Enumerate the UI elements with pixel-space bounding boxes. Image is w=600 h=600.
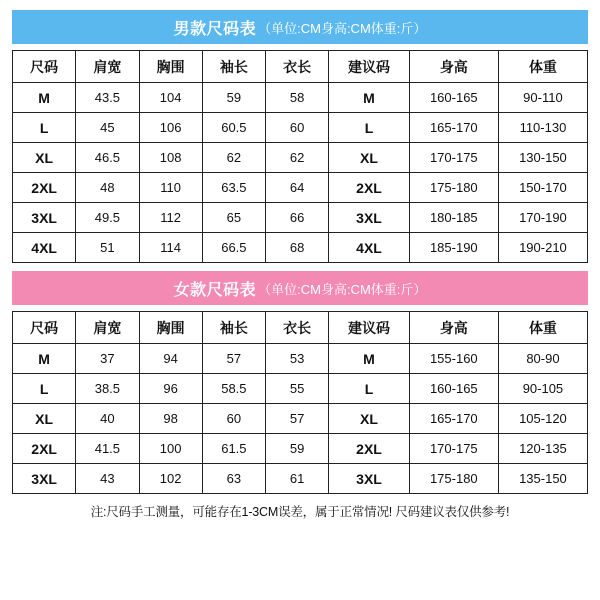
column-header: 胸围 (139, 51, 202, 83)
cell-length: 60 (266, 113, 329, 143)
cell-bust: 104 (139, 83, 202, 113)
cell-weight: 90-105 (498, 374, 587, 404)
men-size-chart-banner (12, 10, 588, 44)
cell-height: 165-170 (409, 404, 498, 434)
cell-weight: 150-170 (498, 173, 587, 203)
cell-sleeve: 65 (202, 203, 265, 233)
cell-length: 61 (266, 464, 329, 494)
cell-size: 3XL (13, 464, 76, 494)
cell-bust: 98 (139, 404, 202, 434)
column-header: 体重 (498, 51, 587, 83)
cell-recommended-size: L (329, 113, 410, 143)
cell-bust: 96 (139, 374, 202, 404)
cell-size: 2XL (13, 173, 76, 203)
cell-sleeve: 63 (202, 464, 265, 494)
table-row (13, 344, 588, 374)
table-row (13, 434, 588, 464)
cell-sleeve: 58.5 (202, 374, 265, 404)
cell-height: 155-160 (409, 344, 498, 374)
cell-shoulder: 45 (76, 113, 139, 143)
table-row (13, 143, 588, 173)
cell-shoulder: 43 (76, 464, 139, 494)
cell-shoulder: 51 (76, 233, 139, 263)
cell-shoulder: 38.5 (76, 374, 139, 404)
column-header: 衣长 (266, 51, 329, 83)
cell-height: 185-190 (409, 233, 498, 263)
cell-bust: 106 (139, 113, 202, 143)
cell-shoulder: 48 (76, 173, 139, 203)
table-row (13, 374, 588, 404)
cell-height: 165-170 (409, 113, 498, 143)
table-row (13, 233, 588, 263)
column-header: 衣长 (266, 312, 329, 344)
cell-weight: 80-90 (498, 344, 587, 374)
cell-weight: 105-120 (498, 404, 587, 434)
cell-length: 58 (266, 83, 329, 113)
column-header: 胸围 (139, 312, 202, 344)
men-size-table (12, 50, 588, 263)
column-header: 体重 (498, 312, 587, 344)
cell-shoulder: 41.5 (76, 434, 139, 464)
cell-weight: 120-135 (498, 434, 587, 464)
cell-recommended-size: XL (329, 143, 410, 173)
cell-shoulder: 40 (76, 404, 139, 434)
cell-recommended-size: 3XL (329, 203, 410, 233)
cell-height: 175-180 (409, 464, 498, 494)
cell-height: 160-165 (409, 374, 498, 404)
cell-bust: 102 (139, 464, 202, 494)
cell-length: 68 (266, 233, 329, 263)
cell-recommended-size: 2XL (329, 173, 410, 203)
cell-bust: 110 (139, 173, 202, 203)
cell-bust: 94 (139, 344, 202, 374)
cell-size: XL (13, 143, 76, 173)
cell-sleeve: 57 (202, 344, 265, 374)
table-row (13, 83, 588, 113)
cell-recommended-size: M (329, 83, 410, 113)
cell-length: 64 (266, 173, 329, 203)
column-header: 尺码 (13, 312, 76, 344)
cell-recommended-size: L (329, 374, 410, 404)
cell-shoulder: 46.5 (76, 143, 139, 173)
cell-recommended-size: 4XL (329, 233, 410, 263)
cell-weight: 90-110 (498, 83, 587, 113)
column-header: 袖长 (202, 312, 265, 344)
cell-sleeve: 61.5 (202, 434, 265, 464)
cell-shoulder: 49.5 (76, 203, 139, 233)
table-header-row (13, 51, 588, 83)
cell-sleeve: 60 (202, 404, 265, 434)
cell-height: 175-180 (409, 173, 498, 203)
cell-sleeve: 60.5 (202, 113, 265, 143)
men-banner-title: 男款尺码表 (173, 20, 257, 38)
cell-length: 66 (266, 203, 329, 233)
cell-weight: 190-210 (498, 233, 587, 263)
table-row (13, 203, 588, 233)
cell-size: L (13, 113, 76, 143)
cell-shoulder: 37 (76, 344, 139, 374)
cell-size: 3XL (13, 203, 76, 233)
cell-weight: 170-190 (498, 203, 587, 233)
table-row (13, 464, 588, 494)
cell-size: M (13, 344, 76, 374)
cell-length: 53 (266, 344, 329, 374)
cell-height: 170-175 (409, 143, 498, 173)
cell-weight: 135-150 (498, 464, 587, 494)
table-header-row (13, 312, 588, 344)
cell-sleeve: 59 (202, 83, 265, 113)
cell-length: 57 (266, 404, 329, 434)
column-header: 建议码 (329, 312, 410, 344)
cell-height: 170-175 (409, 434, 498, 464)
cell-size: L (13, 374, 76, 404)
cell-height: 180-185 (409, 203, 498, 233)
cell-recommended-size: 3XL (329, 464, 410, 494)
cell-length: 59 (266, 434, 329, 464)
women-banner-subtitle: （单位:CM身高:CM体重:斤） (258, 281, 427, 297)
cell-recommended-size: M (329, 344, 410, 374)
cell-size: M (13, 83, 76, 113)
cell-bust: 100 (139, 434, 202, 464)
cell-size: 4XL (13, 233, 76, 263)
cell-recommended-size: 2XL (329, 434, 410, 464)
cell-length: 62 (266, 143, 329, 173)
cell-sleeve: 66.5 (202, 233, 265, 263)
cell-height: 160-165 (409, 83, 498, 113)
column-header: 肩宽 (76, 51, 139, 83)
cell-weight: 110-130 (498, 113, 587, 143)
cell-sleeve: 63.5 (202, 173, 265, 203)
men-banner-subtitle: （单位:CM身高:CM体重:斤） (258, 20, 427, 36)
column-header: 身高 (409, 51, 498, 83)
column-header: 袖长 (202, 51, 265, 83)
table-row (13, 113, 588, 143)
cell-bust: 108 (139, 143, 202, 173)
cell-bust: 114 (139, 233, 202, 263)
column-header: 身高 (409, 312, 498, 344)
table-row (13, 404, 588, 434)
table-row (13, 173, 588, 203)
column-header: 建议码 (329, 51, 410, 83)
cell-size: 2XL (13, 434, 76, 464)
cell-sleeve: 62 (202, 143, 265, 173)
column-header: 尺码 (13, 51, 76, 83)
column-header: 肩宽 (76, 312, 139, 344)
cell-recommended-size: XL (329, 404, 410, 434)
size-chart-footnote: 注:尺码手工测量，可能存在1-3CM误差，属于正常情况! 尺码建议表仅供参考! (90, 505, 510, 519)
cell-bust: 112 (139, 203, 202, 233)
cell-weight: 130-150 (498, 143, 587, 173)
cell-shoulder: 43.5 (76, 83, 139, 113)
women-banner-title: 女款尺码表 (173, 281, 257, 299)
women-size-table (12, 311, 588, 494)
cell-size: XL (13, 404, 76, 434)
women-size-chart-banner (12, 271, 588, 305)
cell-length: 55 (266, 374, 329, 404)
